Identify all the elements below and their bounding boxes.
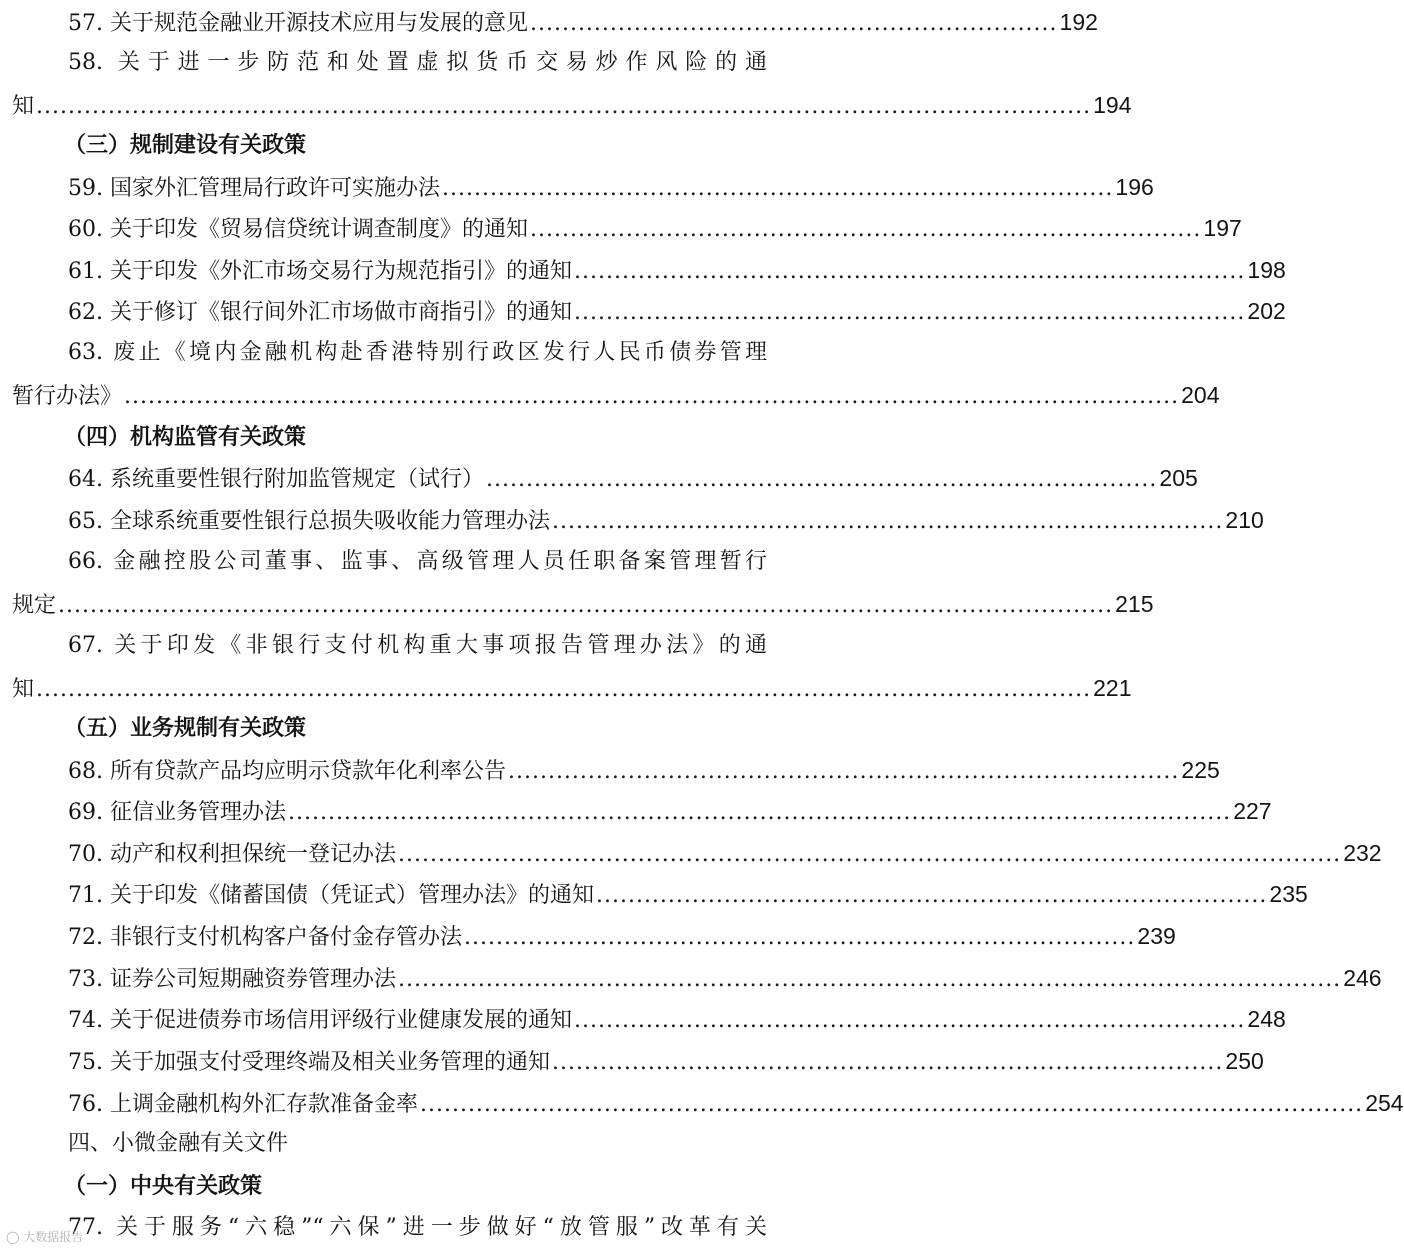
page-number: 192 bbox=[1059, 9, 1098, 35]
watermark-icon: ◯ bbox=[6, 1230, 20, 1244]
entry-title: 59. 国家外汇管理局行政许可实施办法 bbox=[68, 176, 440, 201]
page-number: 227 bbox=[1233, 798, 1272, 824]
dot-leader: .................................................................................... bbox=[551, 1050, 1224, 1075]
toc-entry-61[interactable] bbox=[0, 250, 1286, 290]
toc-entry-65[interactable] bbox=[0, 500, 1264, 540]
entry-title: 72. 非银行支付机构客户备付金存管办法 bbox=[68, 925, 462, 950]
dot-leader: .................................................................................................................................... bbox=[36, 677, 1092, 702]
toc-entry-67-line2[interactable] bbox=[0, 668, 1132, 708]
entry-title: 74. 关于促进债券市场信用评级行业健康发展的通知 bbox=[68, 1008, 572, 1033]
dot-leader: .................................................................................................................................... bbox=[58, 593, 1114, 618]
toc-entry-72[interactable] bbox=[0, 916, 1176, 956]
entry-title-cont: 暂行办法》 bbox=[12, 384, 123, 409]
dot-leader: .................................................................................... bbox=[595, 883, 1268, 908]
part-heading-4: 四、小微金融有关文件 bbox=[68, 1131, 289, 1156]
toc-entry-66-line1[interactable]: 66. 金融控股公司董事、监事、高级管理人员任职备案管理暂行 bbox=[68, 549, 767, 574]
page-number: 198 bbox=[1247, 257, 1286, 283]
entry-title-cont: 知 bbox=[12, 94, 35, 119]
page-number: 232 bbox=[1343, 840, 1382, 866]
toc-entry-63-line2[interactable] bbox=[0, 375, 1220, 415]
page-number: 254 bbox=[1365, 1090, 1404, 1116]
toc-entry-64[interactable] bbox=[0, 458, 1198, 498]
page-number: 197 bbox=[1203, 215, 1242, 241]
watermark-logo bbox=[6, 1228, 83, 1245]
page-number: 225 bbox=[1181, 757, 1220, 783]
toc-entry-73[interactable] bbox=[0, 958, 1382, 998]
entry-title: 62. 关于修订《银行间外汇市场做市商指引》的通知 bbox=[68, 300, 572, 325]
toc-entry-77-line1[interactable]: 77. 关于服务“六稳”“六保”进一步做好“放管服”改革有关 bbox=[68, 1215, 767, 1240]
entry-title: 68. 所有贷款产品均应明示贷款年化利率公告 bbox=[68, 759, 506, 784]
dot-leader: .................................................................................... bbox=[551, 509, 1224, 534]
entry-title: 73. 证券公司短期融资券管理办法 bbox=[68, 967, 396, 992]
toc-entry-60[interactable] bbox=[0, 208, 1242, 248]
entry-title-cont: 规定 bbox=[12, 593, 57, 618]
toc-entry-68[interactable] bbox=[0, 750, 1220, 790]
page-number: 221 bbox=[1093, 675, 1132, 701]
toc-entry-57[interactable] bbox=[0, 2, 1098, 42]
dot-leader: .................................................................................... bbox=[485, 467, 1158, 492]
toc-entry-58-line1[interactable]: 58. 关于进一步防范和处置虚拟货币交易炒作风险的通 bbox=[68, 50, 767, 75]
toc-entry-58-line2[interactable] bbox=[0, 85, 1132, 125]
page-number: 202 bbox=[1247, 298, 1286, 324]
entry-title: 70. 动产和权利担保统一登记办法 bbox=[68, 842, 396, 867]
dot-leader: .................................................................................... bbox=[573, 300, 1246, 325]
dot-leader: .................................................................................................................................... bbox=[124, 384, 1180, 409]
toc-entry-71[interactable] bbox=[0, 874, 1308, 914]
toc-entry-62[interactable] bbox=[0, 291, 1286, 331]
section-heading-4: （四）机构监管有关政策 bbox=[64, 424, 307, 450]
page-number: 194 bbox=[1093, 92, 1132, 118]
entry-title-cont: 知 bbox=[12, 677, 35, 702]
watermark-text: 大数据报告 bbox=[23, 1230, 84, 1244]
page-number: 215 bbox=[1115, 591, 1154, 617]
entry-title: 60. 关于印发《贸易信贷统计调查制度》的通知 bbox=[68, 217, 528, 242]
dot-leader: .................................................................................................................................... bbox=[36, 94, 1092, 119]
page-number: 205 bbox=[1159, 465, 1198, 491]
toc-entry-69[interactable] bbox=[0, 791, 1272, 831]
entry-title: 64. 系统重要性银行附加监管规定（试行） bbox=[68, 467, 484, 492]
page-number: 210 bbox=[1225, 507, 1264, 533]
page-number: 248 bbox=[1247, 1006, 1286, 1032]
page-number: 246 bbox=[1343, 965, 1382, 991]
section-heading-5: （五）业务规制有关政策 bbox=[64, 715, 307, 741]
page-number: 250 bbox=[1225, 1048, 1264, 1074]
toc-entry-63-line1[interactable]: 63. 废止《境内金融机构赴香港特别行政区发行人民币债券管理 bbox=[68, 340, 767, 365]
entry-title: 69. 征信业务管理办法 bbox=[68, 800, 286, 825]
dot-leader: .................................................................................... bbox=[441, 176, 1114, 201]
dot-leader: .................................................................................... bbox=[573, 259, 1246, 284]
toc-entry-74[interactable] bbox=[0, 999, 1286, 1039]
dot-leader: ...................................................................................................................... bbox=[419, 1092, 1364, 1117]
section-heading-3: （三）规制建设有关政策 bbox=[64, 132, 307, 158]
dot-leader: ...................................................................................................................... bbox=[397, 967, 1342, 992]
entry-title: 71. 关于印发《储蓄国债（凭证式）管理办法》的通知 bbox=[68, 883, 594, 908]
page-number: 235 bbox=[1269, 881, 1308, 907]
dot-leader: ...................................................................................................................... bbox=[287, 800, 1232, 825]
entry-title: 65. 全球系统重要性银行总损失吸收能力管理办法 bbox=[68, 509, 550, 534]
toc-entry-76[interactable] bbox=[0, 1083, 1404, 1123]
page-number: 204 bbox=[1181, 382, 1220, 408]
toc-entry-66-line2[interactable] bbox=[0, 584, 1154, 624]
dot-leader: .................................................................................... bbox=[529, 217, 1202, 242]
dot-leader: .................................................................................... bbox=[507, 759, 1180, 784]
toc-entry-75[interactable] bbox=[0, 1041, 1264, 1081]
page-number: 196 bbox=[1115, 174, 1154, 200]
toc-entry-67-line1[interactable]: 67. 关于印发《非银行支付机构重大事项报告管理办法》的通 bbox=[68, 633, 767, 658]
dot-leader: .................................................................. bbox=[529, 11, 1058, 36]
entry-title: 61. 关于印发《外汇市场交易行为规范指引》的通知 bbox=[68, 259, 572, 284]
toc-entry-70[interactable] bbox=[0, 833, 1382, 873]
entry-title: 76. 上调金融机构外汇存款准备金率 bbox=[68, 1092, 418, 1117]
section-heading-1: （一）中央有关政策 bbox=[64, 1173, 263, 1199]
dot-leader: .................................................................................... bbox=[573, 1008, 1246, 1033]
entry-title: 75. 关于加强支付受理终端及相关业务管理的通知 bbox=[68, 1050, 550, 1075]
toc-entry-59[interactable] bbox=[0, 167, 1154, 207]
dot-leader: ...................................................................................................................... bbox=[397, 842, 1342, 867]
dot-leader: .................................................................................... bbox=[463, 925, 1136, 950]
page-number: 239 bbox=[1137, 923, 1176, 949]
entry-title: 57. 关于规范金融业开源技术应用与发展的意见 bbox=[68, 11, 528, 36]
